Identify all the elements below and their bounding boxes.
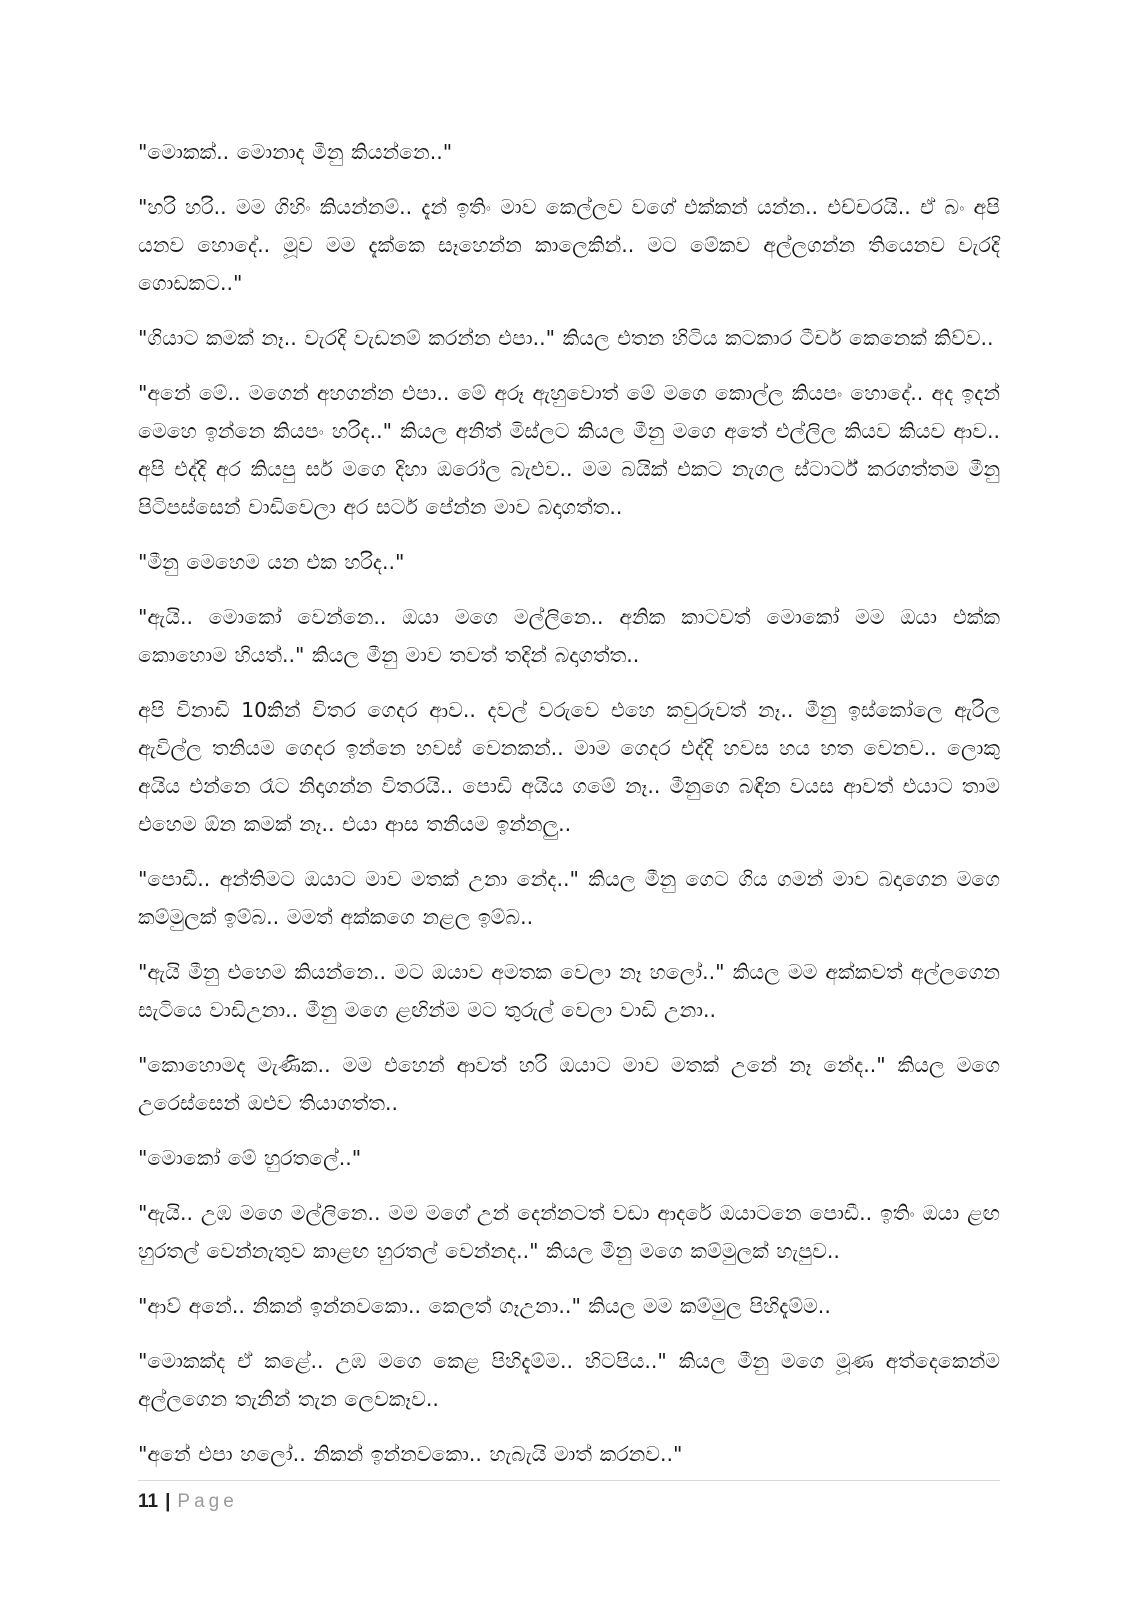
page-footer — [138, 1487, 238, 1517]
paragraph: "ඇයි මීනු එහෙම කියන්නෙ.. මට ඔයාව අමතක වෙලා නෑ හලෝ.." කියල මම අක්කවත් අල්ලගෙන සැටියෙ වාඩිඋනා.. මීනු මගෙ ළඟින්ම මට තුරුල් වෙලා වාඩි උනා.. — [138, 960, 1000, 1022]
paragraph: "ඇයි.. උඹ මගෙ මල්ලිනෙ.. මම මගේ උන් දෙන්නටත් වඩා ආදරේ ඔයාටනෙ පොඩී.. ඉතිං ඔයා ළඟ හුරතල් වෙන්නැතුව කාළඟ හුරතල් වෙන්නද.." කියල මීනු මගෙ කම්මුලක් හැපුව.. — [138, 1201, 1000, 1263]
paragraph: "පොඩී.. අන්තිමට ඔයාට මාව මතක් උනා නේද.." කියල මීනු ගෙට ගිය ගමන් මාව බදාගෙන මගෙ කම්මුලක් ඉම්බ.. මමත් අක්කගෙ නළල ඉම්බ.. — [138, 867, 1000, 929]
page-label: Page — [177, 1491, 238, 1512]
footer-divider — [138, 1480, 1000, 1481]
paragraph: "ආව් අනේ.. නිකන් ඉන්නවකො.. කෙලත් ගෑඋනා.." කියල මම කම්මුල පිහිදැම්ම.. — [138, 1294, 831, 1318]
paragraph: "කොහොමද මැණික.. මම එහෙන් ආවත් හරි ඔයාට මාව මතක් උනේ නෑ නේද.." කියල මගෙ උරෙස්සෙන් ඔළුව තියාගත්ත.. — [138, 1053, 1000, 1115]
paragraph: අපි විනාඩි 10කින් විතර ගෙදර ආව.. දවල් වරුවෙ එහෙ කවුරුවත් නෑ.. මීනු ඉස්කෝලෙ ඇරිල ඇවිල්ල තනියම ගෙදර ඉන්නෙ හවස් වෙනකන්.. මාම ගෙදර එද්දි හවස හය හත වෙනව.. ලොකු අයිය එන්නෙ රෑට නිදාගන්න විතරයි.. පොඩි අයිය ගමේ නෑ.. මීනුගෙ බඳින වයස ආවත් එයාට තාම එහෙම ඕන කමක් නෑ.. එයා ආස තනියම ඉන්නලු.. — [138, 698, 1000, 836]
paragraph: "මොකක්ද ඒ කළේ.. උඹ මගෙ කෙළ පිහිදැම්ම.. හිටපිය.." කියල මීනු මගෙ මූණ අත්දෙකෙන්ම අල්ලගෙන තැනින් තැන ලෙවකෑව.. — [138, 1349, 1000, 1411]
paragraph: "මීනු මෙහෙම යන එක හරිද.." — [138, 550, 405, 574]
paragraph: "අනේ මේ.. මගෙන් අහගන්න එපා.. මේ අරූ ඇහුවොත් මේ මගෙ කොල්ල කියපං හොදේ.. අද ඉදන් මෙහෙ ඉන්නෙ කියපං හරිද.." කියල අනිත් මිස්ලට කියල මීනු මගෙ අතේ එල්ලිල කියව කියව ආව.. අපි එද්දි අර කියපු සර් මගෙ දිහා ඔරෝල බැළුව.. මම බයික් එකට නැගල ස්ටාර්ට් කරගත්තම මීනු පිටිපස්සෙන් වාඩිවෙලා අර සර්ට පේන්න මාව බදාගත්ත.. — [138, 381, 1000, 519]
body-text — [138, 133, 1000, 1490]
page-number: 11 — [138, 1491, 159, 1512]
paragraph: "ගියාට කමක් නෑ.. වැරදි වැඩනම් කරන්න එපා.." කියල එතන හිටිය කටකාර ටීචර් කෙනෙක් කිව්ව.. — [138, 326, 994, 350]
paragraph: "මොකක්.. මොනාද මීනු කියන්නෙ.." — [138, 140, 453, 164]
paragraph: "හරි හරි.. මම ගිහිං කියන්නම්.. දැන් ඉතිං මාව කෙල්ලව වගේ එක්කන් යන්න.. එච්චරයි.. ඒ බං අපි යනව හොදේ.. මූව මම දැක්කෙ සෑහෙන්න කාලෙකින්.. මට මේකව අල්ලගන්න තියෙනව වැරදි ගොඩකට.." — [138, 195, 1000, 295]
paragraph: "අනේ එපා හලෝ.. නිකන් ඉන්නවකො.. හැබැයි මාත් කරනව.." — [138, 1442, 683, 1466]
footer-separator: | — [165, 1491, 171, 1512]
paragraph: "මොකෝ මේ හුරතලේ.." — [138, 1146, 362, 1170]
paragraph: "ඇයි.. මොකෝ වෙන්නෙ.. ඔයා මගෙ මල්ලිනෙ.. අනික කාටවත් මොකෝ මම ඔයා එක්ක කොහොම හියත්.." කියල මීනු මාව තවත් තදින් බදාගත්ත.. — [138, 605, 1000, 667]
